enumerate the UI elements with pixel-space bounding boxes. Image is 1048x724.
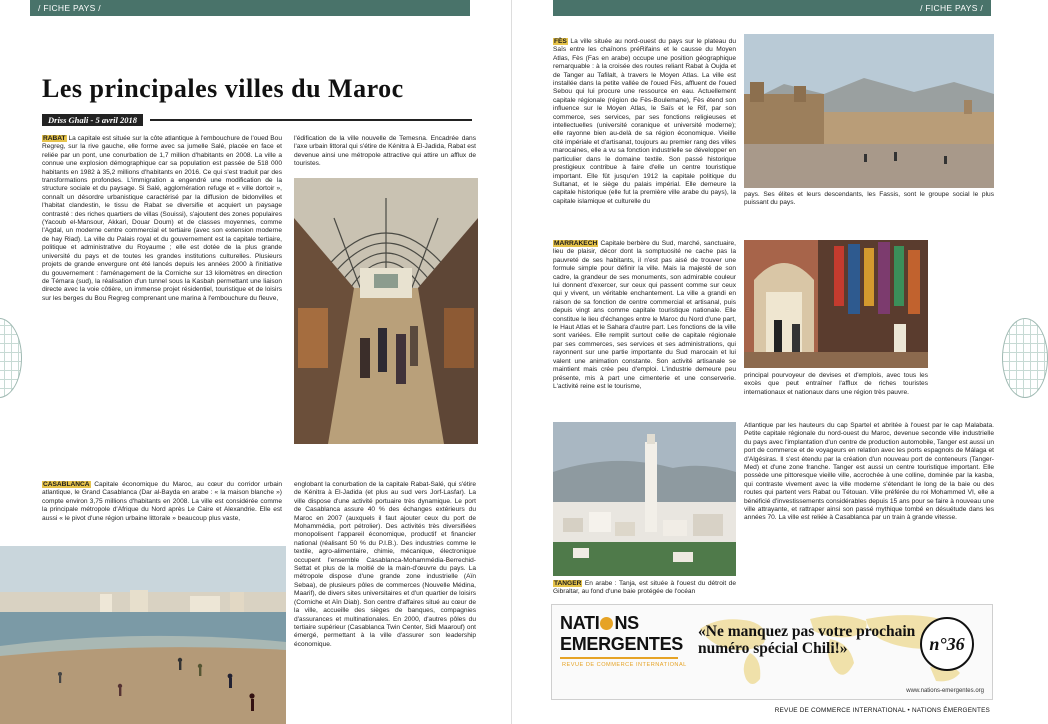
- rabat-souk-photo: [294, 178, 478, 444]
- globe-icon: [0, 318, 22, 398]
- fes-text-col1: [553, 38, 736, 205]
- marrakech-souk-photo: [744, 240, 928, 368]
- casablanca-beach-photo: [0, 546, 286, 724]
- brand-rule: [560, 657, 678, 659]
- rabat-paragraph-cont: l'édification de la ville nouvelle de Temesna. Encadrée dans l'axe urbain littoral qui s'étire de Kénitra à El-Jadida, Rabat est devenue ainsi une métropole attractive qui attire un afflux de touristes.: [294, 135, 476, 168]
- casablanca-paragraph: Capitale économique du Maroc, au cœur du corridor urbain atlantique, le Grand Casablanca (Dar al-Bayda en arabe : « la maison blanche ») compte environ 3,75 millions d'habitants en 2008. La ville est considérée comme la principale métropole d'Afrique du Nord après Le Caire et Alexandrie. Elle est aussi « le pivot d'une région urbaine littorale » beaucoup plus vaste,: [42, 481, 282, 522]
- marrakech-keyword: MARRAKECH: [554, 240, 598, 247]
- fes-text-col2: [744, 191, 994, 211]
- byline: Driss Ghali - 5 avril 2018: [42, 114, 143, 126]
- casablanca-text-col1: [42, 481, 282, 541]
- fes-paragraph: La ville située au nord-ouest du pays sur le plateau du Saïs entre les chaînons préRifains et le causse du Moyen Atlas, Fès (Fas en arabe) occupe une position géographique remarquable : à la croisée des routes reliant Rabat à Oujda et de Tanger au Tafilalt, à travers le Moyen Atlas. La ville est installée dans la petite vallée de l'oued Fès, affluent de l'oued Sebou qui lui procure une ressource en eau. Actuellement capitale régionale (région de Fès-Boulemane), Fès étend son influence sur le Moyen Atlas, le Saïs et le Rif, par son commerce, ses services, par ses fonctions religieuses et intellectuelles (université coranique et université moderne); elle rayonne bien au-delà de sa région économique. Vieille cité impériale et d'artisanat, toujours au premier rang des villes marocaines, elle a vu sa fonction industrielle se développer en particulier dans le domaine textile. Son passé historique prestigieux contribue à faire d'elle un centre touristique important. Elle fût jusqu'en 1912 la capitale politique du Sultanat, et le siège du palais impérial. Elle demeure la capitale historique (elle fut la première ville arabe du pays), la capitale islamique et culturelle du: [553, 38, 736, 205]
- casablanca-text-col2: [294, 481, 476, 707]
- marrakech-paragraph-cont: principal pourvoyeur de devises et d'emplois, avec tous les excès que peut entraîner l'afflux de riches touristes internationaux et nationaux dans une région très pauvre.: [744, 372, 928, 396]
- tanger-city-photo: [553, 422, 736, 576]
- globe-icon: [1002, 318, 1048, 398]
- marrakech-text-col2: [744, 372, 928, 402]
- marrakech-paragraph: Capitale berbère du Sud, marché, sanctuaire, lieu de plaisir, décor dont la somptuosité ne cache pas la pauvreté de ses habitants, il n'est pas aisé de trouver une formule simple pour définir la ville. Mais la majesté de son cadre, la grandeur de ses monuments, son admirable couleur lui donnent d'exercer, sur ceux qui passent comme sur ceux qui y vivent, un véritable enchantement. La ville a grandi en raison de sa fonction de centre commercial et artisanal, puis depuis vingt ans comme capitale touristique nationale. Elle constitue le lieu d'échanges entre le Maroc du Nord d'une part, le Haut Atlas et le Sahara d'autre part. Les fonctions de la ville sont variées. Elle remplit surtout celle de capitale régionale par ses commerces, ses services et ses administrations, qui rayonnent sur une partie importante du Sud marocain et lui valent une animation constante. Son activité artisanale se maintient mais crée peu d'emploi. L'industrie demeure peu présente, mis à part une cimenterie et une conserverie. L'activité reine est le tourisme,: [553, 240, 736, 390]
- rabat-keyword: RABAT: [43, 135, 66, 142]
- casablanca-keyword: CASABLANCA: [43, 481, 90, 488]
- ad-url-link[interactable]: www.nations-emergentes.org: [906, 688, 984, 694]
- issue-badge: n°36: [920, 617, 974, 671]
- marrakech-text-col1: [553, 240, 736, 408]
- tanger-text-col2: [744, 422, 994, 600]
- brand-logo-line1: NATI NS: [560, 613, 639, 633]
- article-title: Les principales villes du Maroc: [42, 74, 404, 103]
- fes-paragraph-cont: pays. Ses élites et leurs descendants, les Fassis, sont le groupe social le plus puissant du pays.: [744, 191, 994, 207]
- tanger-paragraph: En arabe : Tanja, est située à l'ouest du détroit de Gibraltar, au fond d'une baie protégée de l'océan: [553, 580, 736, 596]
- byline-rule: [150, 119, 472, 121]
- rabat-text-col1: [42, 135, 282, 470]
- section-tab-right: / FICHE PAYS /: [553, 0, 991, 16]
- fes-city-photo: [744, 34, 994, 188]
- casablanca-paragraph-cont: englobant la conurbation de la capitale Rabat-Salé, qui s'étire de Kénitra à El-Jadida (et plus au sud vers Jorf-Lasfar). La ville dispose d'une activité portuaire très dynamique. Le port de Casablanca assure 40 % des échanges extérieurs du Maroc en 2007 (auxquels il faut ajouter ceux du port de Mohammédia, port pétrolier). Des activités très diversifiées monopolisent l'appareil économique, productif et financier national (réalisant 50 % du P.I.B.). Des industries comme le textile, agro-alimentaire, chimie, mécanique, électronique occupent l'ensemble Casablanca-Mohammédia-Berrechid-Settat et plus de la moitié de la main-d'œuvre du pays. La métropole dispose d'une grande zone industrielle (Aïn Sebaa), de plusieurs pôles de commerces (Nouvelle Médina, Maarif), de divers sites universitaires et d'un quartier de loisirs (Corniche et Aïn Diab). Son centre d'affaires situé au cœur de la ville, accueille des sièges de banques, compagnies d'assurances et multinationales. En 2000, d'autres pôles du tertiaire supérieur (Casablanca Twin Center, Sidi Maarouf) ont émergé, permettant à la ville d'assurer son leadership économique.: [294, 481, 476, 648]
- tanger-keyword: TANGER: [554, 580, 582, 587]
- fes-keyword: FÈS: [554, 38, 567, 45]
- section-tab-left: / FICHE PAYS /: [30, 0, 470, 16]
- tanger-paragraph-cont: Atlantique par les hauteurs du cap Spartel et abritée à l'ouest par le cap Malabata. Petite capitale régionale du nord-ouest du Maroc, devenue seconde ville industrielle du pays avec l'implantation d'un centre de production automobile, Tanger est aussi un port de commerce et de voyageurs en relation avec les ports espagnols de Málaga et d'Algésiras. Il s'est étendu par la création d'un nouveau port de conteneurs (Tanger-Med) et d'une zone franche. Tanger est aussi un centre touristique important. Elle possède une pittoresque vieille ville, accrochée à une colline, dominée par la kasba, qui contraste vivement avec la ville moderne s'étendant le long de la baie ou des routes qui partent vers Rabat ou Tétouan. Ville préférée du roi Mohammed VI, elle a bénéficié d'investissements considérables depuis 15 ans pour se faire à nouveau une ville attrayante, et rattraper ainsi son passé mythique tombé en désuétude dans les années 70. La ville est reliée à Casablanca par un train à grande vitesse.: [744, 422, 994, 522]
- rabat-text-col2: [294, 135, 476, 171]
- rabat-paragraph: La capitale est située sur la côte atlantique à l'embouchure de l'oued Bou Regreg, sur la rive gauche, elle forme avec sa jumelle Salé, placée en face et reliée par un pont, une conurbation de 1,7 million d'habitants en 2008. La ville a connue une explosion démographique car sa population est passée de 518 000 habitants en 1982 à 35,2 millions d'habitants en 2016. Ce qui s'est traduit par des transformations profondes. L'immigration a engendré une modification de la structure sociale et du paysage. Si Salé, agglomération refuge et « ville dortoir », connaît un désordre urbanistique caractérisé par la diffusion de bidonvilles et l'habitat clandestin, le tissu de Rabat se diversifie et acquiert un paysage contrasté : des riches quartiers de villas (Souissi), s'ajoutent des zones populaires (Yacoub el-Mansour, Akkari, Douar Doum) et de classes moyennes, comme l'Agdal, un moderne centre commercial et tertiaire (avec son extension moderne de hay Riad). La ville du Palais royal et du gouvernement est la capitale tertiaire, politique et administrative du Royaume ; elle est dotée de la plus grande université du pays et de toutes les grandes institutions culturelles. Plusieurs projets de grande envergure ont été lancés depuis les années 2000 à l'initiative du gouvernement : l'aménagement de la Corniche sur 13 kilomètres en direction de Témara (sud), la réalisation d'un tunnel sous la Kasbah permettant une liaison directe avec la voie côtière, un immense projet résidentiel, touristique et de loisirs sur les berges du Bou Regreg comprenant une marina à l'embouchure du fleuve,: [42, 135, 282, 302]
- ad-quote: «Ne manquez pas votre prochain numéro spécial Chili!»: [698, 623, 916, 657]
- tanger-text-col1: [553, 580, 736, 600]
- brand-o-icon: [600, 617, 613, 630]
- page-footer: REVUE DE COMMERCE INTERNATIONAL • NATIONS ÉMERGENTES: [774, 707, 990, 714]
- brand-subtitle: REVUE DE COMMERCE INTERNATIONAL: [562, 662, 687, 668]
- left-page: [0, 0, 512, 724]
- nations-emergentes-ad[interactable]: [551, 604, 993, 700]
- brand-logo-line2: EMERGENTES: [560, 634, 684, 654]
